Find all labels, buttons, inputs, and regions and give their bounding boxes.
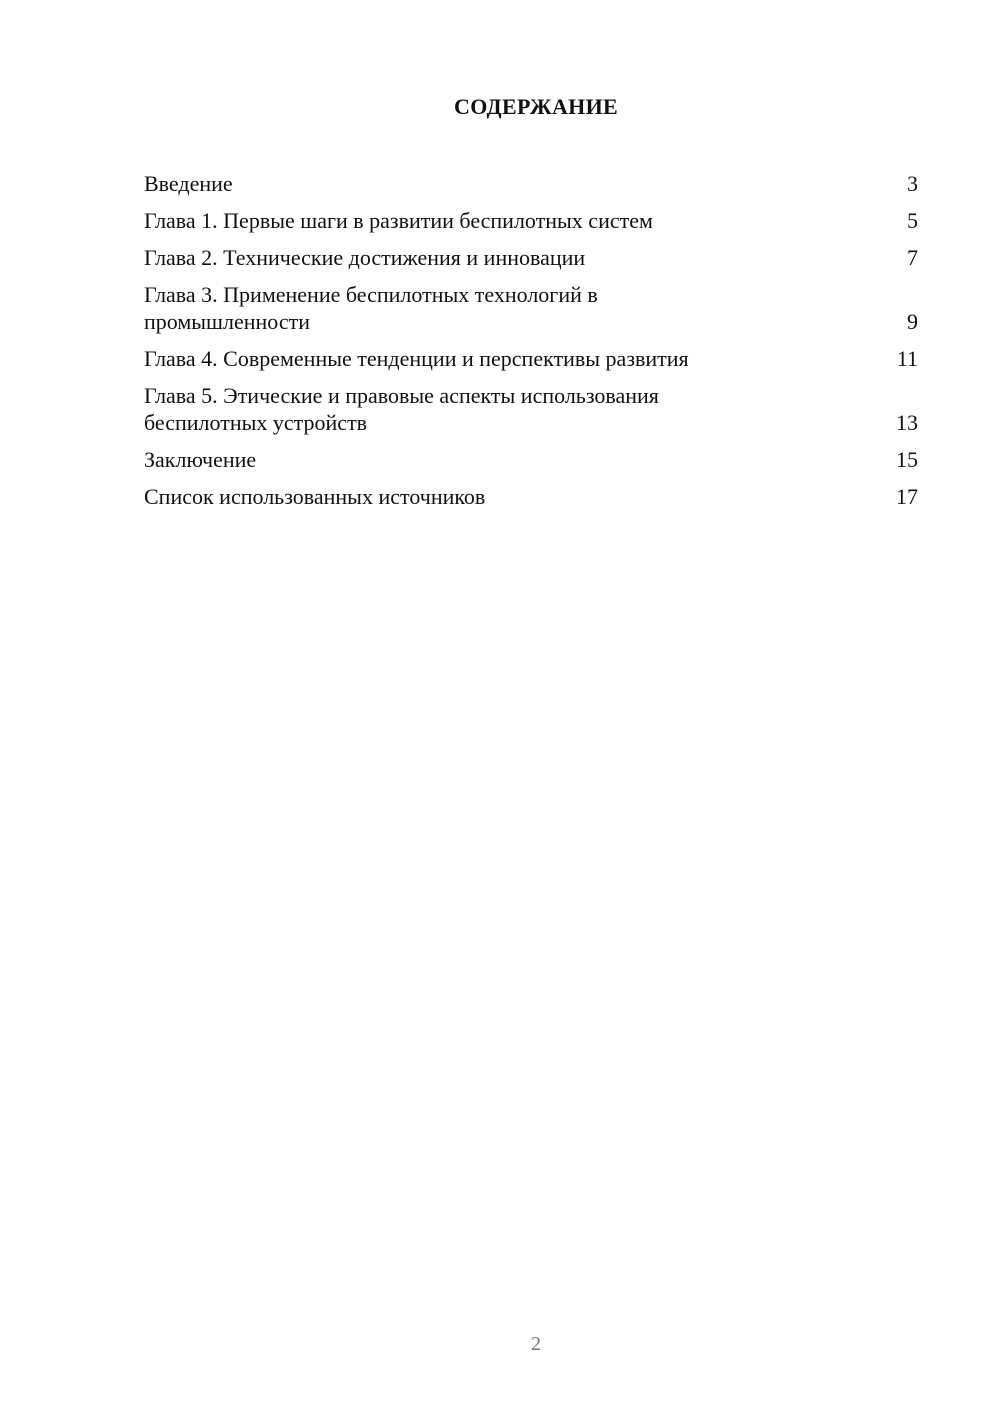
toc-entry-page: 13	[896, 410, 918, 435]
toc-entry-introduction[interactable]	[144, 170, 918, 197]
toc-entry-label: Глава 1. Первые шаги в развитии беспилотных систем	[144, 208, 653, 233]
toc-entry-page: 3	[907, 171, 918, 196]
toc-entry-label: Глава 2. Технические достижения и инновации	[144, 245, 586, 270]
toc-entry-page: 9	[907, 309, 918, 334]
toc-entry-label: Глава 4. Современные тенденции и перспективы развития	[144, 346, 689, 371]
toc-entry-chapter-5[interactable]	[144, 382, 918, 436]
toc-entry-label: Глава 5. Этические и правовые аспекты использования беспилотных устройств	[144, 383, 659, 435]
table-of-contents	[144, 170, 918, 520]
toc-entry-chapter-2[interactable]	[144, 244, 918, 271]
toc-entry-label: Введение	[144, 171, 233, 196]
toc-entry-page: 15	[896, 447, 918, 472]
toc-entry-page: 7	[907, 245, 918, 270]
toc-entry-label: Заключение	[144, 447, 257, 472]
toc-entry-references[interactable]	[144, 483, 918, 510]
toc-entry-chapter-1[interactable]	[144, 207, 918, 234]
toc-title: СОДЕРЖАНИЕ	[454, 94, 618, 119]
toc-entry-chapter-4[interactable]	[144, 345, 918, 372]
toc-entry-page: 17	[896, 484, 918, 509]
toc-entry-label: Список использованных источников	[144, 484, 486, 509]
page-number: 2	[531, 1333, 541, 1355]
toc-entry-conclusion[interactable]	[144, 446, 918, 473]
toc-entry-label: Глава 3. Применение беспилотных технологий в промышленности	[144, 282, 598, 334]
toc-entry-chapter-3[interactable]	[144, 281, 918, 335]
toc-entry-page: 5	[907, 208, 918, 233]
toc-entry-page: 11	[896, 346, 918, 371]
